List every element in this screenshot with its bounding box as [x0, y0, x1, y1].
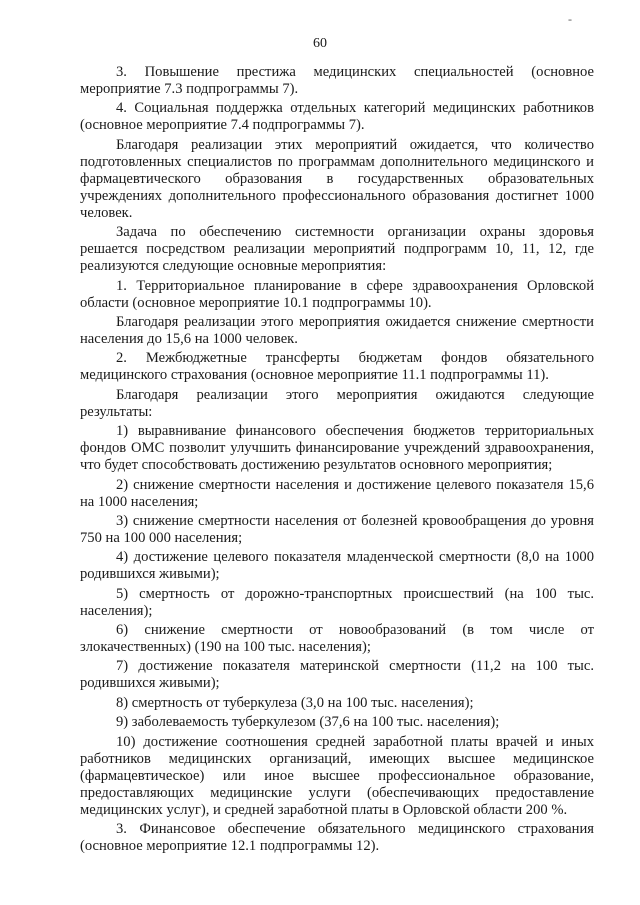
paragraph: Благодаря реализации этого мероприятия ожидается снижение смертности населения до 15,6 на 1000 человек. — [80, 313, 594, 347]
paragraph: 3) снижение смертности населения от болезней кровообращения до уровня 750 на 100 000 населения; — [80, 512, 594, 546]
paragraph: 10) достижение соотношения средней заработной платы врачей и иных работников медицинских организаций, имеющих высшее медицинское (фармацевтическое) или иное высшее профессиональное образование, предоставляющих медицинские услуги (обеспечивающих предоставление медицинских услуг), и средней заработной платы в Орловской области 200 %. — [80, 733, 594, 818]
paragraph: 4. Социальная поддержка отдельных категорий медицинских работников (основное мероприятие 7.4 подпрограммы 7). — [80, 100, 594, 134]
paragraph: 1. Территориальное планирование в сфере здравоохранения Орловской области (основное мероприятие 10.1 подпрограммы 10). — [80, 277, 594, 311]
document-body — [80, 64, 594, 857]
paragraph: 5) смертность от дорожно-транспортных происшествий (на 100 тыс. населения); — [80, 585, 594, 619]
paragraph: 2) снижение смертности населения и достижение целевого показателя 15,6 на 1000 населения; — [80, 476, 594, 510]
paragraph: 3. Финансовое обеспечение обязательного медицинского страхования (основное мероприятие 12.1 подпрограммы 12). — [80, 821, 594, 855]
paragraph: 9) заболеваемость туберкулезом (37,6 на 100 тыс. населения); — [116, 714, 500, 731]
paragraph: 7) достижение показателя материнской смертности (11,2 на 100 тыс. родившихся живыми); — [80, 658, 594, 692]
corner-mark: - — [568, 12, 572, 26]
paragraph: Задача по обеспечению системности организации охраны здоровья решается посредством реализации мероприятий подпрограмм 10, 11, 12, где реализуются следующие основные мероприятия: — [80, 224, 594, 275]
paragraph: Благодаря реализации этого мероприятия ожидаются следующие результаты: — [80, 386, 594, 420]
paragraph: 2. Межбюджетные трансферты бюджетам фондов обязательного медицинского страхования (основное мероприятие 11.1 подпрограммы 11). — [80, 350, 594, 384]
page-number: 60 — [313, 36, 327, 51]
paragraph: 3. Повышение престижа медицинских специальностей (основное мероприятие 7.3 подпрограммы 7). — [80, 64, 594, 97]
paragraph: 8) смертность от туберкулеза (3,0 на 100 тыс. населения); — [116, 694, 474, 711]
paragraph: Благодаря реализации этих мероприятий ожидается, что количество подготовленных специалистов по программам дополнительного медицинского и фармацевтического образования в государственных образовательных учреждениях дополнительного профессионального образования достигнет 1000 человек. — [80, 136, 594, 221]
paragraph: 4) достижение целевого показателя младенческой смертности (8,0 на 1000 родившихся живыми); — [80, 549, 594, 583]
paragraph: 6) снижение смертности от новообразований (в том числе от злокачественных) (190 на 100 тыс. населения); — [80, 622, 594, 656]
paragraph: 1) выравнивание финансового обеспечения бюджетов территориальных фондов ОМС позволит улучшить финансирование учреждений здравоохранения, что будет способствовать достижению результатов основного мероприятия; — [80, 423, 594, 474]
